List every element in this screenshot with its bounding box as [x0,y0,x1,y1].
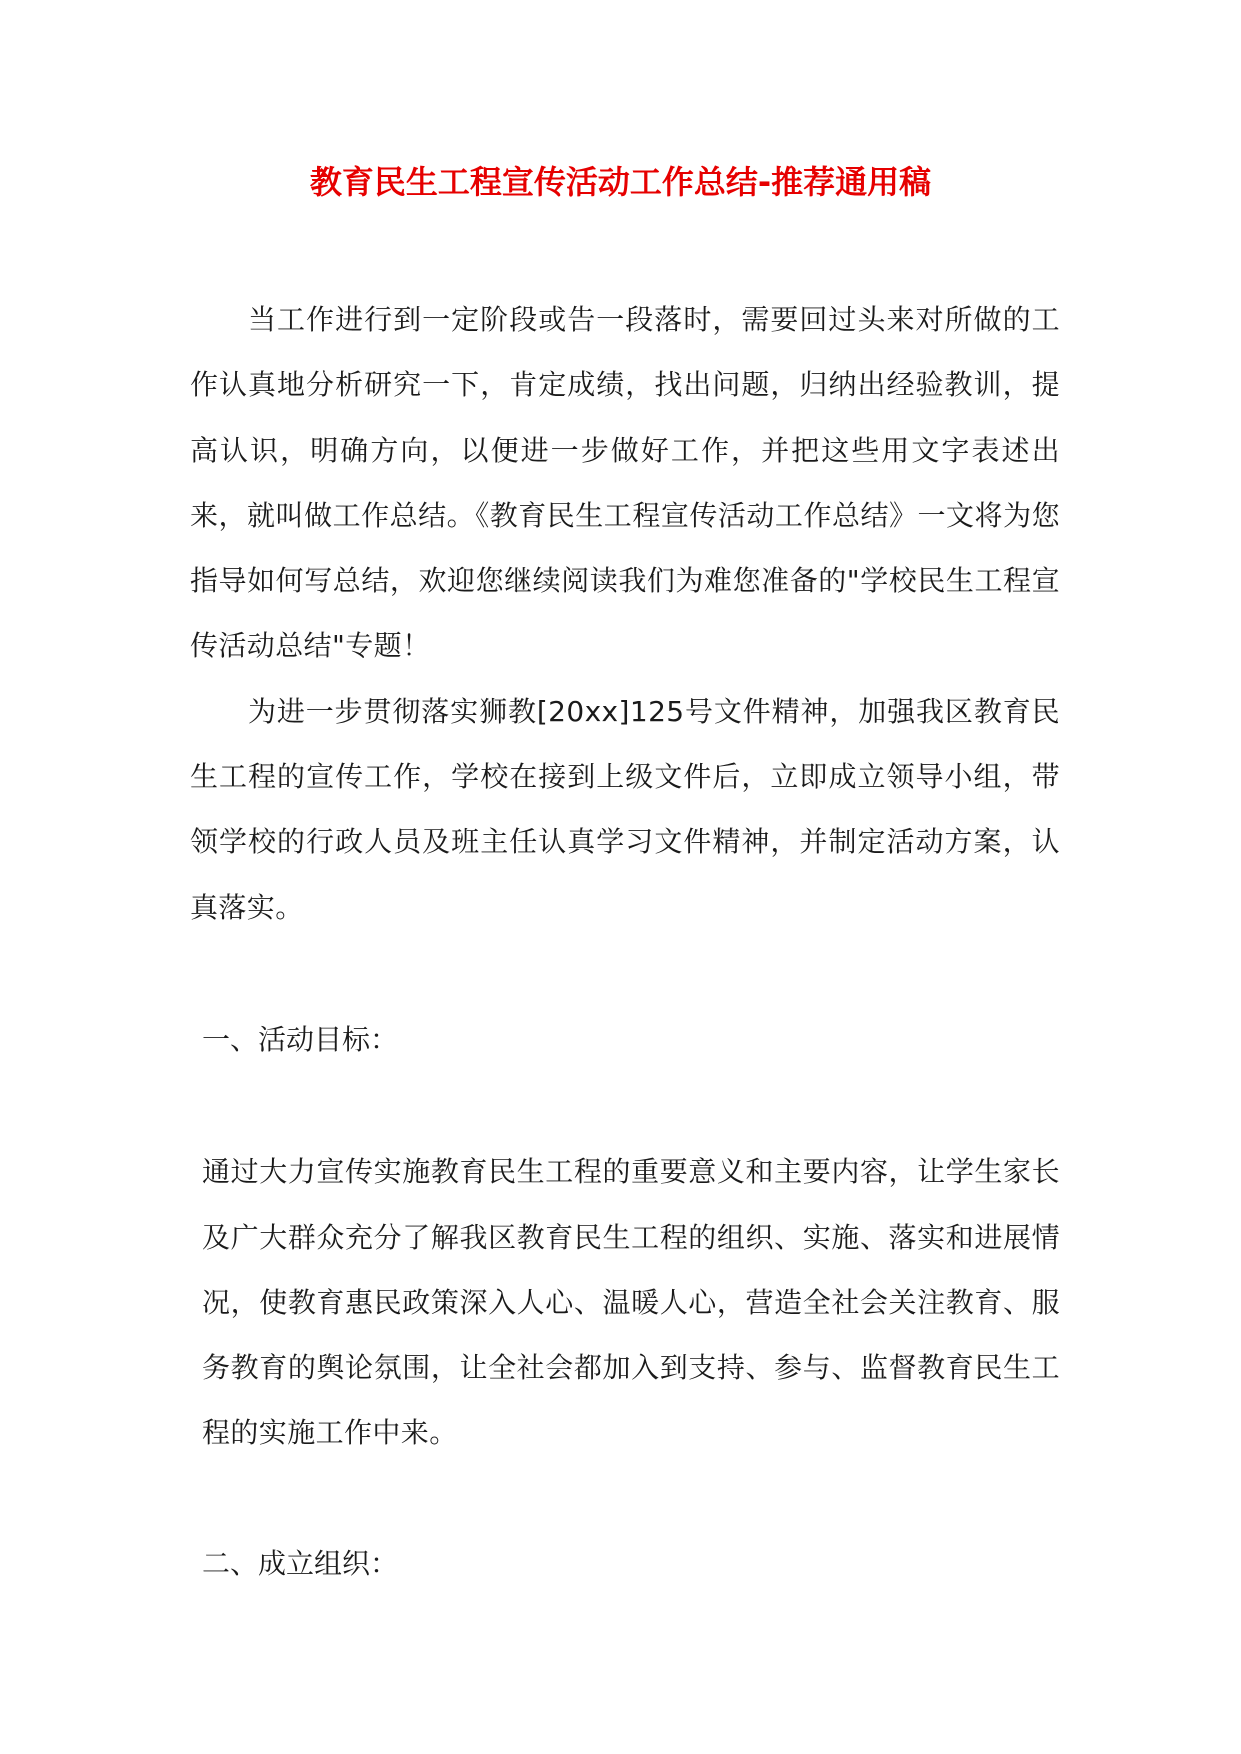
goal-paragraph: 通过大力宣传实施教育民生工程的重要意义和主要内容，让学生家长及广大群众充分了解我区教育民生工程的组织、实施、落实和进展情况，使教育惠民政策深入人心、温暖人心，营造全社会关注教育、服务教育的舆论氛围，让全社会都加入到支持、参与、监督教育民生工程的实施工作中来。 [202,1155,1060,1450]
document-title: 教育民生工程宣传活动工作总结-推荐通用稿 [309,163,932,201]
document-body [190,287,1060,1596]
section-heading-goal: 一、活动目标： [202,1022,399,1056]
section-heading-organization: 二、成立组织： [202,1546,399,1580]
background-paragraph: 为进一步贯彻落实狮教[20xx]125号文件精神，加强我区教育民生工程的宣传工作，学校在接到上级文件后，立即成立领导小组，带领学校的行政人员及班主任认真学习文件精神，并制定活动方案，认真落实。 [190,694,1060,924]
intro-paragraph: 当工作进行到一定阶段或告一段落时，需要回过头来对所做的工作认真地分析研究一下，肯定成绩，找出问题，归纳出经验教训，提高认识，明确方向，以便进一步做好工作，并把这些用文字表述出来，就叫做工作总结。《教育民生工程宣传活动工作总结》一文将为您指导如何写总结，欢迎您继续阅读我们为难您准备的"学校民生工程宣传活动总结"专题！ [190,303,1060,663]
